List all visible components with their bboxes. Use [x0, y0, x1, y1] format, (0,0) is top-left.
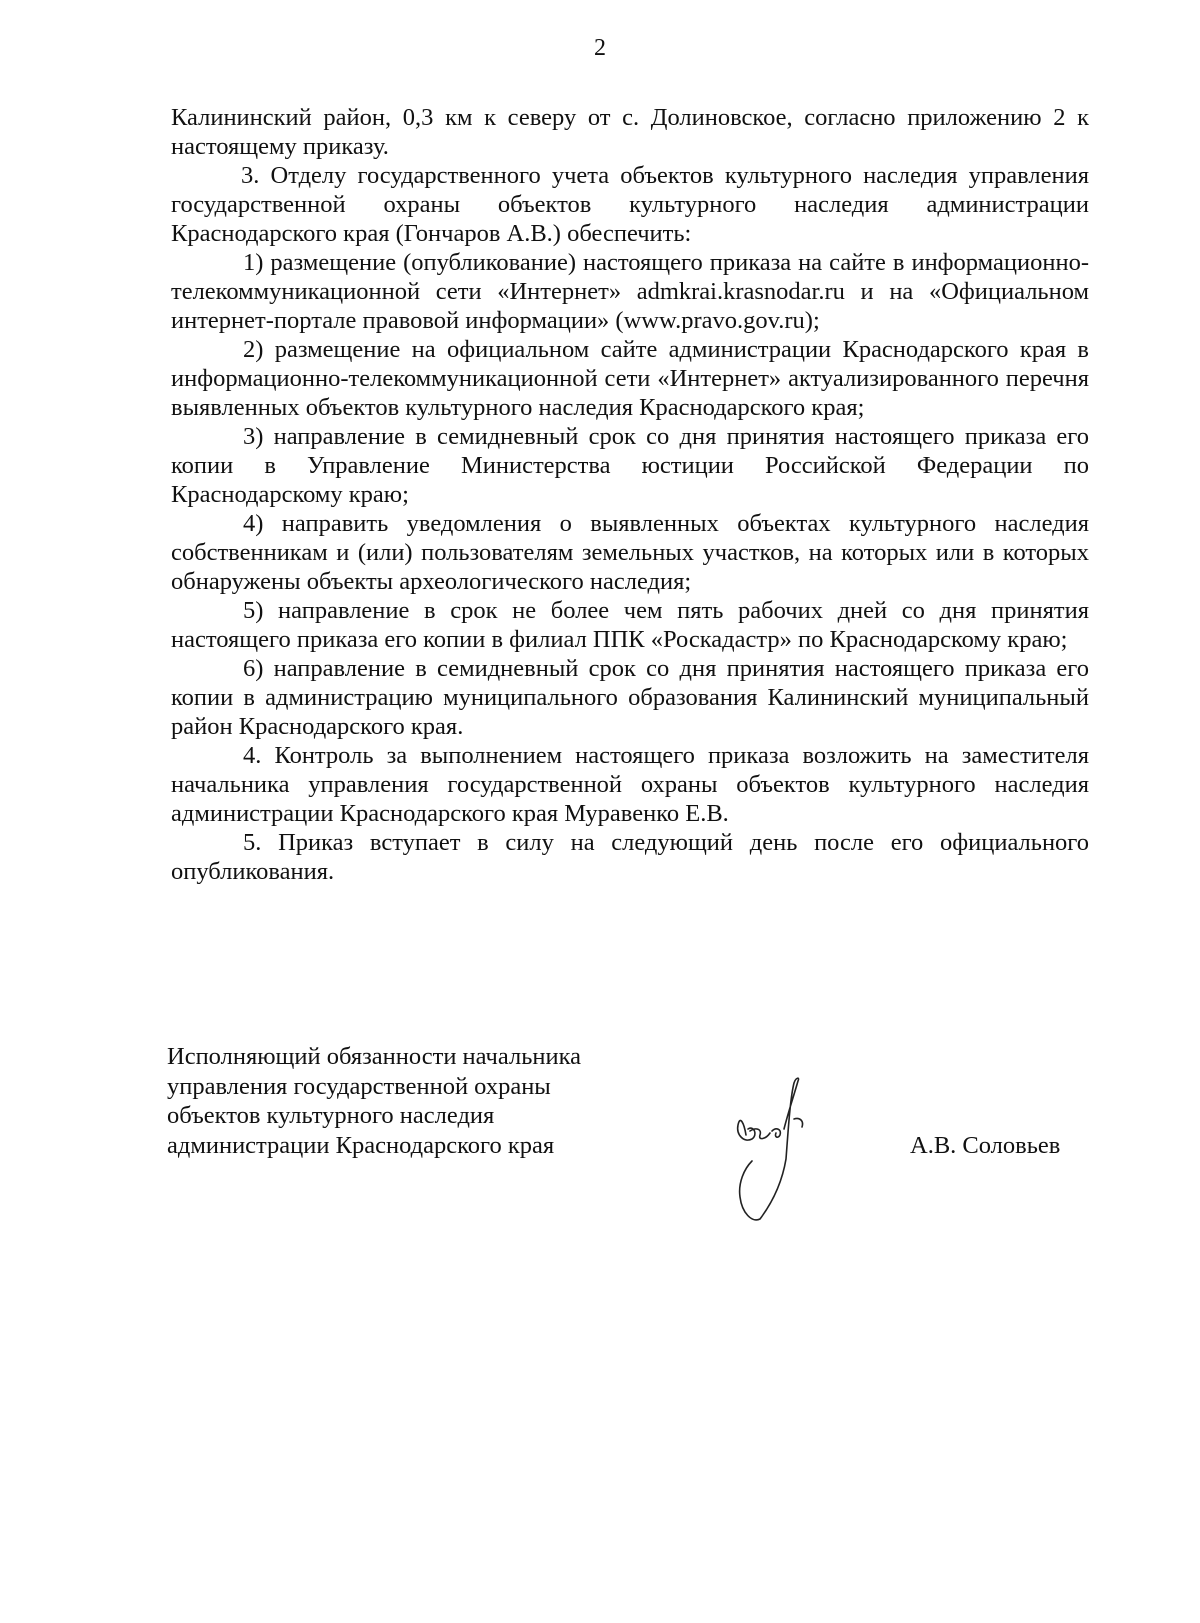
subitem-5: 5) направление в срок не более чем пять рабочих дней со дня принятия настоящего приказа его копии в филиал ППК «Роскадастр» по Краснодарскому краю; [171, 597, 1089, 653]
paragraph-continuation: Калининский район, 0,3 км к северу от с. Долиновское, согласно приложению 2 к настоящему приказу. [171, 104, 1089, 160]
paragraph-item-3: 3. Отделу государственного учета объектов культурного наследия управления государственной охраны объектов культурного наследия администрации Краснодарского края (Гончаров А.В.) обеспечить: [171, 162, 1089, 247]
signatory-position-line: администрации Краснодарского края [167, 1131, 555, 1159]
subitem-1: 1) размещение (опубликование) настоящего приказа на сайте в информационно-телекоммуникационной сети «Интернет» admkrai.krasnodar.ru и на «Официальном интернет-портале правовой информации» (www.pravo.gov.ru); [171, 249, 1089, 334]
paragraph-item-4: 4. Контроль за выполнением настоящего приказа возложить на заместителя начальника управления государственной охраны объектов культурного наследия администрации Краснодарского края Муравенко Е.В. [171, 742, 1089, 827]
document-body [171, 103, 1089, 886]
signatory-position-line: Исполняющий обязанности начальника [167, 1043, 581, 1070]
signatory-name: А.В. Соловьев [910, 1132, 1061, 1159]
subitem-6: 6) направление в семидневный срок со дня принятия настоящего приказа его копии в администрацию муниципального образования Калининский муниципальный район Краснодарского края. [171, 655, 1089, 740]
signatory-position-line: объектов культурного наследия [167, 1102, 495, 1129]
subitem-2: 2) размещение на официальном сайте администрации Краснодарского края в информационно-телекоммуникационной сети «Интернет» актуализированного перечня выявленных объектов культурного наследия Краснодарского края; [171, 336, 1089, 421]
signatory-position [167, 1042, 647, 1160]
handwritten-signature [716, 1073, 816, 1225]
page-number: 2 [594, 35, 606, 61]
paragraph-item-5: 5. Приказ вступает в силу на следующий день после его официального опубликования. [171, 829, 1089, 885]
subitem-3: 3) направление в семидневный срок со дня принятия настоящего приказа его копии в Управление Министерства юстиции Российской Федерации по Краснодарскому краю; [171, 423, 1089, 508]
signatory-position-line: управления государственной охраны [167, 1072, 551, 1100]
subitem-4: 4) направить уведомления о выявленных объектах культурного наследия собственникам и (или) пользователям земельных участков, на которых или в которых обнаружены объекты археологического наследия; [171, 510, 1089, 595]
